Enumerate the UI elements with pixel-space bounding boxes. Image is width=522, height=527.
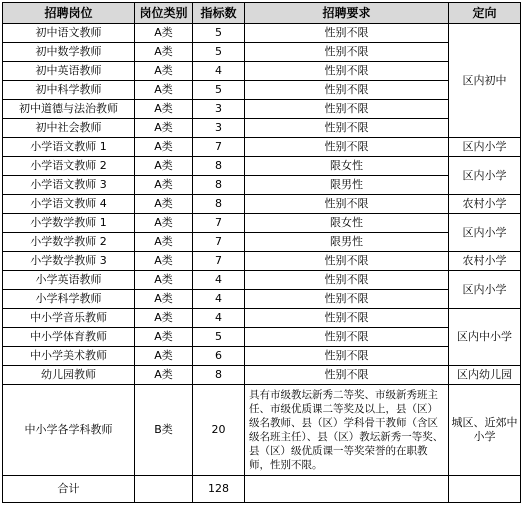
- recruitment-table-container: [2, 2, 521, 503]
- requirement-cell: 性别不限: [245, 138, 449, 157]
- quota-cell: 5: [193, 328, 245, 347]
- total-quota: 128: [193, 476, 245, 503]
- table-row: [3, 290, 521, 309]
- requirement-cell: 性别不限: [245, 366, 449, 385]
- requirement-cell: 性别不限: [245, 309, 449, 328]
- table-row: [3, 100, 521, 119]
- direction-cell: 区内小学: [449, 271, 521, 309]
- table-row: [3, 214, 521, 233]
- direction-cell: 区内初中: [449, 24, 521, 138]
- header-row: [3, 3, 521, 24]
- post-cell: 小学数学教师 1: [3, 214, 135, 233]
- requirement-cell: 性别不限: [245, 81, 449, 100]
- header-category: 岗位类别: [135, 3, 193, 24]
- requirement-cell: 具有市级教坛新秀二等奖、市级新秀班主任、市级优质课二等奖及以上，县（区）级名教师、县（区）学科骨干教师（含区级名班主任）、县（区）教坛新秀一等奖、县（区）级优质课一等奖荣誉的在职教师，性别不限。: [245, 385, 449, 476]
- requirement-cell: 性别不限: [245, 252, 449, 271]
- category-cell: A类: [135, 328, 193, 347]
- post-cell: 初中科学教师: [3, 81, 135, 100]
- direction-cell: 区内中小学: [449, 309, 521, 366]
- category-cell: A类: [135, 62, 193, 81]
- quota-cell: 7: [193, 252, 245, 271]
- quota-cell: 5: [193, 81, 245, 100]
- requirement-cell: 限男性: [245, 233, 449, 252]
- recruitment-table: [2, 2, 521, 503]
- quota-cell: 20: [193, 385, 245, 476]
- quota-cell: 4: [193, 62, 245, 81]
- direction-cell: 区内小学: [449, 214, 521, 252]
- total-empty-cell: [135, 476, 193, 503]
- post-cell: 小学语文教师 2: [3, 157, 135, 176]
- requirement-cell: 性别不限: [245, 43, 449, 62]
- post-cell: 小学语文教师 1: [3, 138, 135, 157]
- direction-cell: 区内小学: [449, 157, 521, 195]
- category-cell: A类: [135, 81, 193, 100]
- table-row: [3, 233, 521, 252]
- quota-cell: 7: [193, 138, 245, 157]
- category-cell: B类: [135, 385, 193, 476]
- quota-cell: 5: [193, 43, 245, 62]
- post-cell: 小学语文教师 3: [3, 176, 135, 195]
- quota-cell: 8: [193, 195, 245, 214]
- table-row: [3, 176, 521, 195]
- direction-cell: 农村小学: [449, 195, 521, 214]
- table-row: [3, 366, 521, 385]
- category-cell: A类: [135, 309, 193, 328]
- post-cell: 小学科学教师: [3, 290, 135, 309]
- total-empty-cell: [449, 476, 521, 503]
- category-cell: A类: [135, 157, 193, 176]
- category-cell: A类: [135, 119, 193, 138]
- quota-cell: 6: [193, 347, 245, 366]
- quota-cell: 8: [193, 366, 245, 385]
- requirement-cell: 限女性: [245, 214, 449, 233]
- requirement-cell: 限女性: [245, 157, 449, 176]
- category-cell: A类: [135, 271, 193, 290]
- quota-cell: 7: [193, 214, 245, 233]
- post-cell: 初中道德与法治教师: [3, 100, 135, 119]
- total-row: [3, 476, 521, 503]
- requirement-cell: 性别不限: [245, 100, 449, 119]
- post-cell: 中小学体育教师: [3, 328, 135, 347]
- post-cell: 小学语文教师 4: [3, 195, 135, 214]
- table-row: [3, 24, 521, 43]
- category-cell: A类: [135, 43, 193, 62]
- post-cell: 初中数学教师: [3, 43, 135, 62]
- requirement-cell: 性别不限: [245, 119, 449, 138]
- post-cell: 小学数学教师 3: [3, 252, 135, 271]
- quota-cell: 7: [193, 233, 245, 252]
- quota-cell: 4: [193, 309, 245, 328]
- table-row: [3, 43, 521, 62]
- quota-cell: 4: [193, 290, 245, 309]
- table-row: [3, 309, 521, 328]
- requirement-cell: 性别不限: [245, 24, 449, 43]
- quota-cell: 4: [193, 271, 245, 290]
- header-direction: 定向: [449, 3, 521, 24]
- post-cell: 初中社会教师: [3, 119, 135, 138]
- table-row: [3, 252, 521, 271]
- category-cell: A类: [135, 214, 193, 233]
- quota-cell: 3: [193, 100, 245, 119]
- post-cell: 小学英语教师: [3, 271, 135, 290]
- table-row: [3, 119, 521, 138]
- table-row: [3, 81, 521, 100]
- direction-cell: 区内小学: [449, 138, 521, 157]
- post-cell: 中小学音乐教师: [3, 309, 135, 328]
- direction-cell: 农村小学: [449, 252, 521, 271]
- table-row: [3, 328, 521, 347]
- requirement-cell: 限男性: [245, 176, 449, 195]
- category-cell: A类: [135, 24, 193, 43]
- category-cell: A类: [135, 347, 193, 366]
- direction-cell: 城区、近郊中小学: [449, 385, 521, 476]
- total-empty-cell: [245, 476, 449, 503]
- table-row: [3, 62, 521, 81]
- category-cell: A类: [135, 100, 193, 119]
- table-row: [3, 347, 521, 366]
- category-cell: A类: [135, 233, 193, 252]
- header-post: 招聘岗位: [3, 3, 135, 24]
- requirement-cell: 性别不限: [245, 290, 449, 309]
- post-cell: 中小学美术教师: [3, 347, 135, 366]
- post-cell: 中小学各学科教师: [3, 385, 135, 476]
- requirement-cell: 性别不限: [245, 328, 449, 347]
- quota-cell: 5: [193, 24, 245, 43]
- requirement-cell: 性别不限: [245, 347, 449, 366]
- table-row: [3, 157, 521, 176]
- table-row: [3, 138, 521, 157]
- quota-cell: 8: [193, 176, 245, 195]
- requirement-cell: 性别不限: [245, 271, 449, 290]
- category-cell: A类: [135, 366, 193, 385]
- category-cell: A类: [135, 252, 193, 271]
- direction-cell: 区内幼儿园: [449, 366, 521, 385]
- total-label: 合计: [3, 476, 135, 503]
- quota-cell: 8: [193, 157, 245, 176]
- post-cell: 初中英语教师: [3, 62, 135, 81]
- quota-cell: 3: [193, 119, 245, 138]
- post-cell: 小学数学教师 2: [3, 233, 135, 252]
- category-cell: A类: [135, 176, 193, 195]
- table-row: [3, 385, 521, 476]
- category-cell: A类: [135, 290, 193, 309]
- header-quota: 指标数: [193, 3, 245, 24]
- post-cell: 初中语文教师: [3, 24, 135, 43]
- table-row: [3, 271, 521, 290]
- requirement-cell: 性别不限: [245, 195, 449, 214]
- post-cell: 幼儿园教师: [3, 366, 135, 385]
- requirement-cell: 性别不限: [245, 62, 449, 81]
- header-requirement: 招聘要求: [245, 3, 449, 24]
- table-row: [3, 195, 521, 214]
- category-cell: A类: [135, 195, 193, 214]
- category-cell: A类: [135, 138, 193, 157]
